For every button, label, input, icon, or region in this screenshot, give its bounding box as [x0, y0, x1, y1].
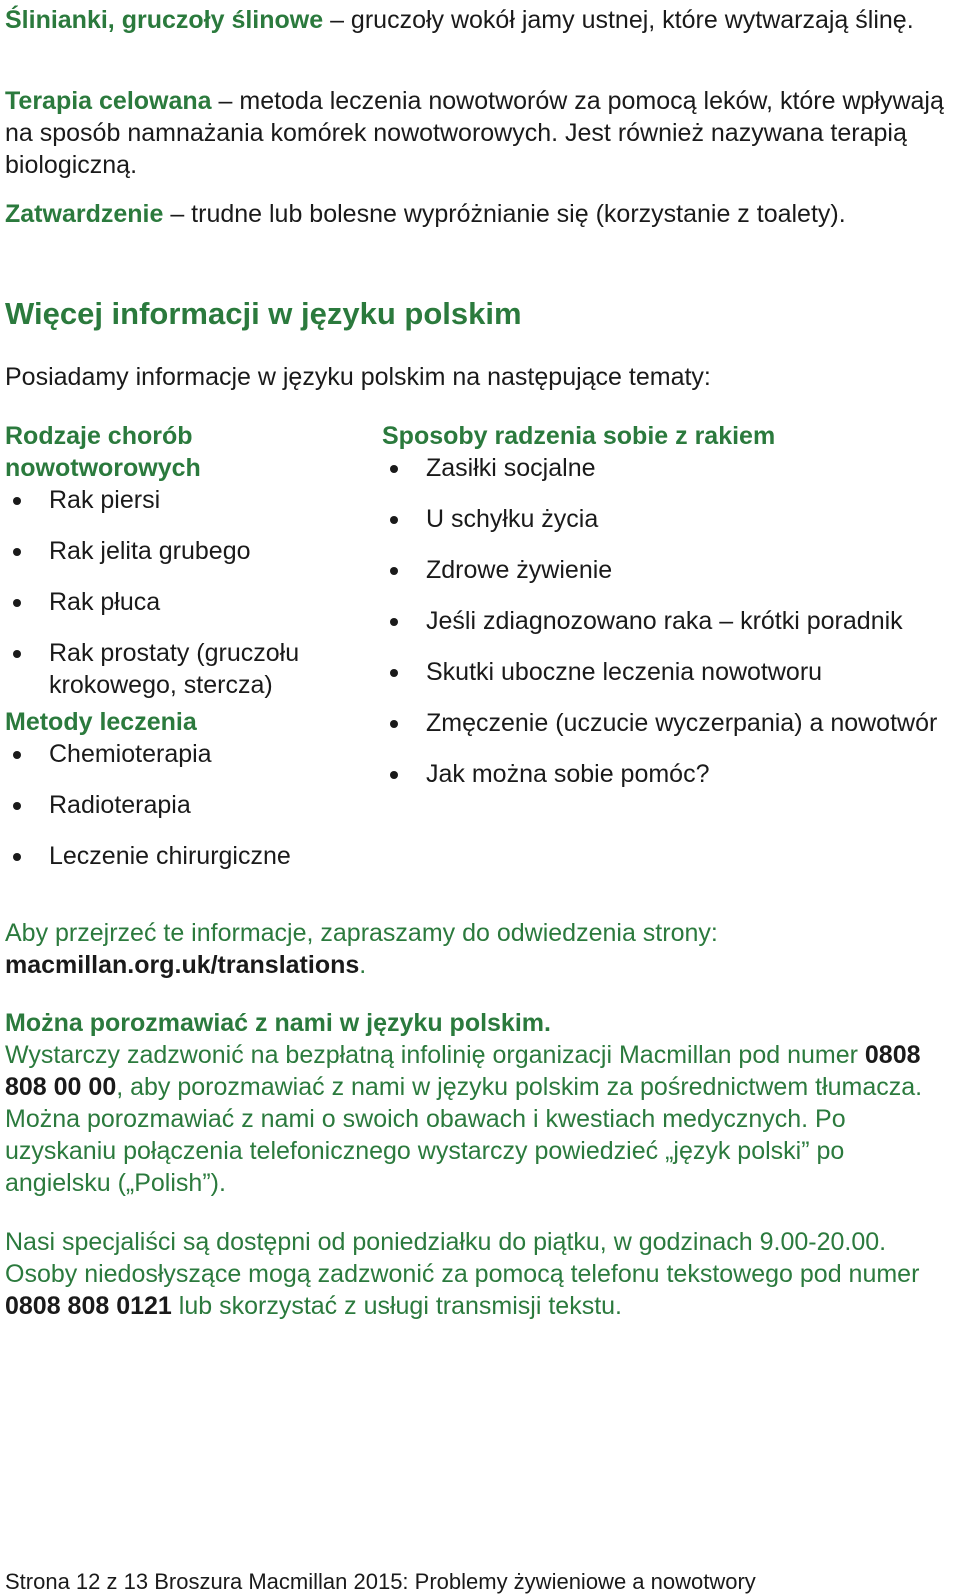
glossary-definition: – trudne lub bolesne wypróżnianie się (korzystanie z toalety). [163, 200, 846, 228]
bullet-icon [390, 618, 398, 626]
textphone-number: 0808 808 0121 [5, 1292, 172, 1320]
bullet-icon [13, 853, 21, 861]
bullet-icon [13, 751, 21, 759]
section-intro: Posiadamy informacje w języku polskim na następujące tematy: [5, 363, 711, 391]
list-item: Rak piersi [5, 484, 370, 516]
glossary-term: Zatwardzenie [5, 200, 164, 228]
list-item: Rak płuca [5, 586, 370, 618]
coping-list [382, 452, 942, 790]
glossary-entry [5, 198, 846, 230]
bullet-icon [13, 650, 21, 658]
translations-link[interactable]: macmillan.org.uk/translations [5, 951, 360, 979]
list-item: Zdrowe żywienie [382, 554, 942, 586]
helpline-phone: 0808 808 00 00 [5, 1041, 921, 1101]
list-item: Rak jelita grubego [5, 535, 370, 567]
glossary-term: Terapia celowana [5, 87, 212, 115]
list-item: Zasiłki socjalne [382, 452, 942, 484]
list-item: Skutki uboczne leczenia nowotworu [382, 656, 942, 688]
list-item: Jak można sobie pomóc? [382, 758, 942, 790]
heading-coping: Sposoby radzenia sobie z rakiem [382, 422, 776, 450]
cancer-types-list [5, 484, 370, 701]
helpline-paragraph: Można porozmawiać z nami w języku polskim. Wystarczy zadzwonić na bezpłatną infolinię organizacji Macmillan pod numer 0808 808 00 00, aby porozmawiać z nami w języku polskim za pośrednictwem tłumacza. Można porozmawiać z nami o swoich obawach i kwestiach medycznych. Po uzyskaniu połączenia telefonicznego wystarczy powiedzieć „język polski” po angielsku („Polish”). [5, 1009, 923, 1197]
page-footer: Strona 12 z 13 Broszura Macmillan 2015: Problemy żywieniowe a nowotwory [5, 1569, 756, 1594]
glossary-entry [5, 85, 955, 181]
glossary-entry [5, 4, 914, 36]
heading-treatment-methods: Metody leczenia [5, 708, 197, 736]
bullet-icon [13, 802, 21, 810]
treatment-methods-list [5, 738, 370, 872]
bullet-icon [13, 497, 21, 505]
list-item: Zmęczenie (uczucie wyczerpania) a nowotwór [382, 707, 942, 739]
bullet-icon [390, 567, 398, 575]
right-column [382, 420, 942, 809]
list-item: Rak prostaty (gruczołu krokowego, stercza) [5, 637, 370, 701]
helpline-heading: Można porozmawiać z nami w języku polskim. [5, 1009, 551, 1037]
visit-paragraph: Aby przejrzeć te informacje, zapraszamy do odwiedzenia strony: macmillan.org.uk/translations. [5, 919, 718, 979]
glossary-term: Ślinianki, gruczoły ślinowe [5, 6, 324, 34]
glossary-definition: – gruczoły wokół jamy ustnej, które wytwarzają ślinę. [323, 6, 914, 34]
bullet-icon [13, 548, 21, 556]
glossary-definition: – metoda leczenia nowotworów za pomocą leków, które wpływają na sposób namnażania komórek nowotworowych. Jest również nazywana terapią biologiczną. [5, 87, 944, 179]
section-title: Więcej informacji w języku polskim [5, 296, 522, 331]
list-item: Jeśli zdiagnozowano raka – krótki poradnik [382, 605, 942, 637]
bullet-icon [390, 720, 398, 728]
hours-paragraph: Nasi specjaliści są dostępni od poniedziałku do piątku, w godzinach 9.00-20.00. Osoby niedosłyszące mogą zadzwonić za pomocą telefonu tekstowego pod numer 0808 808 0121 lub skorzystać z usługi transmisji tekstu. [5, 1228, 920, 1320]
heading-cancer-types: Rodzaje chorób nowotworowych [5, 422, 201, 482]
bullet-icon [13, 599, 21, 607]
bullet-icon [390, 669, 398, 677]
bullet-icon [390, 465, 398, 473]
bullet-icon [390, 771, 398, 779]
left-column [5, 420, 370, 891]
bullet-icon [390, 516, 398, 524]
list-item: Radioterapia [5, 789, 370, 821]
list-item: Leczenie chirurgiczne [5, 840, 370, 872]
list-item: Chemioterapia [5, 738, 370, 770]
list-item: U schyłku życia [382, 503, 942, 535]
